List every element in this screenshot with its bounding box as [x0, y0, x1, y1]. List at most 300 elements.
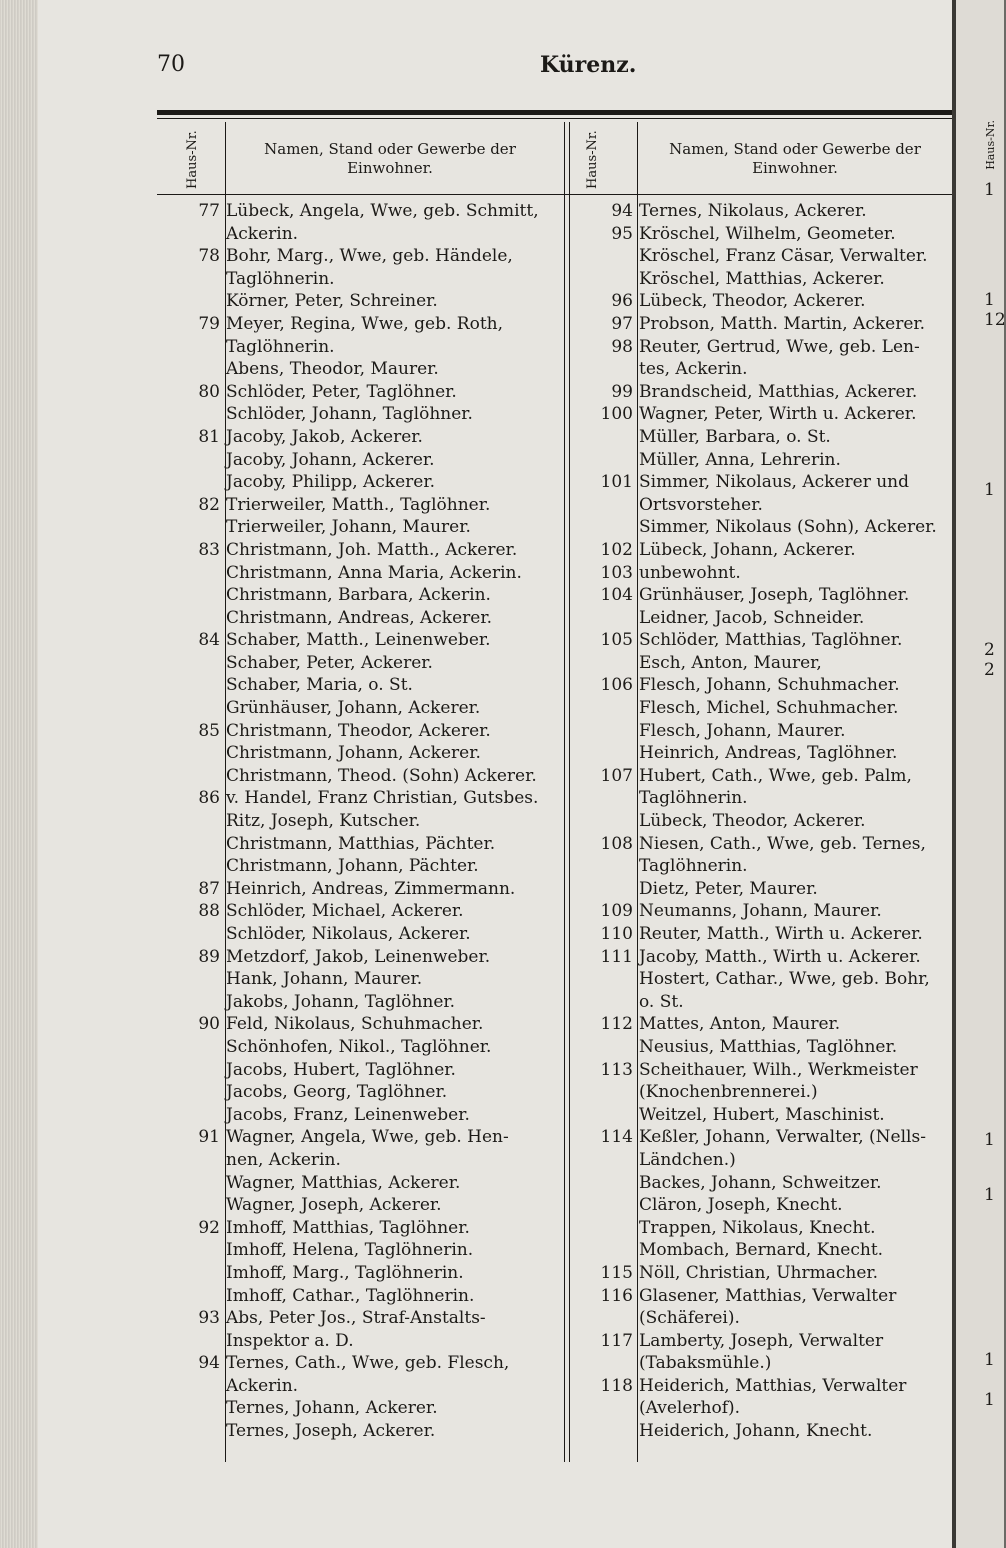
house-number — [157, 1172, 223, 1195]
page-stack-edge — [0, 0, 40, 1548]
list-item — [157, 742, 562, 765]
resident-entry: Weitzel, Hubert, Maschinist. — [639, 1104, 885, 1125]
resident-entry: Grünhäuser, Johann, Ackerer. — [226, 698, 481, 719]
resident-entry: Scheithauer, Wilh., Werkmeister — [639, 1059, 918, 1080]
resident-entry: Reuter, Matth., Wirth u. Ackerer. — [639, 924, 923, 944]
list-item — [570, 1352, 952, 1375]
house-number — [570, 1081, 636, 1104]
resident-entry: Flesch, Michel, Schuhmacher. — [639, 698, 899, 719]
resident-entry: Flesch, Johann, Schuhmacher. — [639, 675, 900, 696]
list-item — [570, 1126, 952, 1149]
right-names-header: Namen, Stand oder Gewerbe der Einwohner. — [669, 140, 921, 177]
resident-entry: Wagner, Angela, Wwe, geb. Hen- — [226, 1127, 509, 1148]
house-number — [570, 1397, 636, 1420]
list-item — [157, 720, 562, 743]
house-number: 96 — [611, 291, 633, 312]
list-item — [157, 336, 562, 359]
resident-entry: Feld, Nikolaus, Schuhmacher. — [226, 1014, 484, 1035]
list-item — [570, 1330, 952, 1353]
house-number: 98 — [611, 336, 633, 357]
resident-entry: Christmann, Andreas, Ackerer. — [226, 607, 493, 628]
list-item — [157, 833, 562, 856]
resident-entry: Schlöder, Michael, Ackerer. — [226, 901, 464, 922]
resident-entry: Taglöhnerin. — [639, 788, 748, 809]
house-number: 90 — [198, 1014, 220, 1035]
list-item — [570, 268, 952, 291]
list-item — [570, 539, 952, 562]
resident-entry: Imhoff, Cathar., Taglöhnerin. — [226, 1285, 475, 1306]
resident-entry: Christmann, Johann, Pächter. — [226, 856, 479, 877]
right-column — [570, 200, 952, 1443]
house-number — [157, 268, 223, 291]
list-item — [157, 449, 562, 472]
next-page-edge — [952, 0, 1004, 1548]
list-item — [157, 381, 562, 404]
house-number: 95 — [611, 223, 633, 244]
resident-entry: Imhoff, Matthias, Taglöhner. — [226, 1217, 470, 1238]
house-number: 100 — [600, 404, 633, 425]
column-header-rule — [157, 194, 952, 195]
resident-entry: Wagner, Peter, Wirth u. Ackerer. — [639, 404, 917, 425]
resident-entry: Lübeck, Theodor, Ackerer. — [639, 811, 866, 832]
list-item — [157, 245, 562, 268]
list-item — [157, 968, 562, 991]
list-item — [570, 923, 952, 946]
house-number — [157, 1081, 223, 1104]
list-item — [570, 336, 952, 359]
list-item — [570, 1194, 952, 1217]
house-number: 93 — [198, 1308, 220, 1329]
resident-entry: Schaber, Maria, o. St. — [226, 675, 413, 696]
resident-entry: Lübeck, Angela, Wwe, geb. Schmitt, — [226, 201, 539, 221]
list-item — [570, 742, 952, 765]
list-item — [570, 1217, 952, 1240]
resident-entry: Lübeck, Johann, Ackerer. — [639, 539, 856, 560]
resident-entry: Müller, Anna, Lehrerin. — [639, 449, 841, 470]
house-number — [570, 652, 636, 675]
resident-entry: Körner, Peter, Schreiner. — [226, 291, 438, 312]
next-page-fragment: 2 — [984, 640, 995, 660]
resident-entry: Ackerin. — [226, 223, 299, 244]
resident-entry: Wagner, Joseph, Ackerer. — [226, 1195, 442, 1216]
resident-entry: Simmer, Nikolaus (Sohn), Ackerer. — [639, 517, 937, 538]
house-number: 101 — [600, 472, 633, 493]
list-item — [157, 403, 562, 426]
resident-entry: Bohr, Marg., Wwe, geb. Händele, — [226, 246, 513, 267]
list-item — [570, 313, 952, 336]
resident-entry: Ritz, Joseph, Kutscher. — [226, 811, 421, 832]
house-number — [570, 878, 636, 901]
next-page-fragment: 1 — [984, 1185, 995, 1205]
house-number — [570, 855, 636, 878]
house-number — [570, 697, 636, 720]
resident-entry: Schönhofen, Nikol., Taglöhner. — [226, 1036, 492, 1057]
list-item — [157, 991, 562, 1014]
house-number — [157, 833, 223, 856]
resident-entry: tes, Ackerin. — [639, 359, 748, 380]
house-number: 108 — [600, 833, 633, 854]
house-number — [157, 991, 223, 1014]
house-number — [157, 968, 223, 991]
resident-entry: Meyer, Regina, Wwe, geb. Roth, — [226, 313, 504, 334]
list-item — [570, 1307, 952, 1330]
house-number — [157, 674, 223, 697]
list-item — [570, 494, 952, 517]
resident-entry: Trappen, Nikolaus, Knecht. — [639, 1217, 876, 1238]
house-number: 85 — [198, 720, 220, 741]
house-number — [570, 810, 636, 833]
house-number: 91 — [198, 1127, 220, 1148]
page-number: 70 — [157, 52, 185, 77]
list-item — [157, 290, 562, 313]
resident-entry: Schaber, Matth., Leinenweber. — [226, 630, 491, 651]
house-number: 114 — [600, 1127, 633, 1148]
resident-entry: Flesch, Johann, Maurer. — [639, 720, 846, 741]
house-number — [157, 652, 223, 675]
list-item — [157, 1104, 562, 1127]
resident-entry: Christmann, Theodor, Ackerer. — [226, 720, 491, 741]
house-number — [570, 968, 636, 991]
resident-entry: Jacoby, Jakob, Ackerer. — [226, 426, 423, 447]
list-item — [157, 810, 562, 833]
list-item — [157, 562, 562, 585]
resident-entry: Christmann, Matthias, Pächter. — [226, 833, 496, 854]
resident-entry: Christmann, Theod. (Sohn) Ackerer. — [226, 765, 537, 786]
house-number — [157, 223, 223, 246]
house-number: 116 — [600, 1285, 633, 1306]
list-item — [157, 1330, 562, 1353]
list-item — [157, 1307, 562, 1330]
house-number — [157, 584, 223, 607]
list-item — [570, 991, 952, 1014]
resident-entry: Jacoby, Matth., Wirth u. Ackerer. — [639, 946, 921, 967]
resident-entry: Ternes, Nikolaus, Ackerer. — [639, 201, 867, 221]
list-item — [570, 946, 952, 969]
list-item — [570, 968, 952, 991]
resident-entry: Brandscheid, Matthias, Ackerer. — [639, 381, 918, 402]
resident-entry: Kröschel, Matthias, Ackerer. — [639, 268, 885, 289]
left-house-no-header: Haus-Nr. — [185, 130, 200, 190]
house-number: 92 — [198, 1217, 220, 1238]
house-number — [570, 787, 636, 810]
house-number — [570, 358, 636, 381]
house-number — [570, 1036, 636, 1059]
house-number — [157, 1397, 223, 1420]
resident-entry: Jakobs, Johann, Taglöhner. — [226, 991, 456, 1012]
list-item — [570, 381, 952, 404]
resident-entry: Trierweiler, Johann, Maurer. — [226, 517, 471, 538]
house-number: 103 — [600, 562, 633, 583]
resident-entry: Schlöder, Nikolaus, Ackerer. — [226, 924, 471, 944]
list-item — [157, 1081, 562, 1104]
resident-entry: Inspektor a. D. — [226, 1330, 354, 1351]
house-number: 84 — [198, 630, 220, 651]
list-item — [570, 403, 952, 426]
house-number — [157, 810, 223, 833]
house-number: 118 — [600, 1375, 633, 1396]
house-number — [570, 1217, 636, 1240]
resident-entry: Backes, Johann, Schweitzer. — [639, 1172, 882, 1193]
header-rule-thick — [157, 110, 952, 115]
resident-entry: Glasener, Matthias, Verwalter — [639, 1285, 897, 1306]
list-item — [157, 200, 562, 223]
house-number: 81 — [198, 426, 220, 447]
list-item — [570, 1285, 952, 1308]
house-number — [157, 1104, 223, 1127]
resident-entry: Schlöder, Matthias, Taglöhner. — [639, 630, 903, 651]
house-number — [570, 720, 636, 743]
list-item — [570, 787, 952, 810]
resident-entry: Grünhäuser, Joseph, Taglöhner. — [639, 585, 910, 606]
resident-entry: Jacoby, Philipp, Ackerer. — [226, 472, 436, 493]
resident-entry: Nöll, Christian, Uhrmacher. — [639, 1262, 879, 1283]
house-number: 106 — [600, 675, 633, 696]
resident-entry: Jacoby, Johann, Ackerer. — [226, 449, 435, 470]
resident-entry: Abs, Peter Jos., Straf-Anstalts- — [226, 1308, 486, 1329]
list-item — [570, 1262, 952, 1285]
house-number: 104 — [600, 585, 633, 606]
list-item — [570, 426, 952, 449]
resident-entry: Schlöder, Johann, Taglöhner. — [226, 404, 473, 425]
house-number: 115 — [600, 1262, 633, 1283]
house-number — [157, 1149, 223, 1172]
house-number — [157, 1194, 223, 1217]
list-item — [570, 1397, 952, 1420]
house-number — [570, 494, 636, 517]
resident-entry: Trierweiler, Matth., Taglöhner. — [226, 494, 491, 515]
left-column — [157, 200, 562, 1443]
house-number — [157, 403, 223, 426]
resident-entry: Mattes, Anton, Maurer. — [639, 1014, 841, 1035]
house-number — [157, 1262, 223, 1285]
house-number: 105 — [600, 630, 633, 651]
list-item — [157, 1036, 562, 1059]
house-number — [157, 1059, 223, 1082]
resident-entry: o. St. — [639, 991, 684, 1012]
resident-entry: Heinrich, Andreas, Zimmermann. — [226, 878, 516, 899]
next-page-fragment: 1 — [984, 1390, 995, 1410]
list-item — [157, 1149, 562, 1172]
left-names-header: Namen, Stand oder Gewerbe der Einwohner. — [264, 140, 516, 177]
house-number: 87 — [198, 878, 220, 899]
resident-entry: Cläron, Joseph, Knecht. — [639, 1195, 843, 1216]
house-number: 94 — [611, 201, 633, 221]
house-number: 117 — [600, 1330, 633, 1351]
list-item — [157, 426, 562, 449]
resident-entry: Abens, Theodor, Maurer. — [226, 359, 439, 380]
resident-entry: Lübeck, Theodor, Ackerer. — [639, 291, 866, 312]
house-number — [570, 1149, 636, 1172]
resident-entry: Reuter, Gertrud, Wwe, geb. Len- — [639, 336, 920, 357]
list-item — [157, 471, 562, 494]
list-item — [570, 674, 952, 697]
resident-entry: (Avelerhof). — [639, 1398, 741, 1419]
list-item — [570, 697, 952, 720]
resident-entry: Christmann, Anna Maria, Ackerin. — [226, 562, 522, 583]
running-head: Kürenz. — [540, 52, 637, 78]
resident-entry: Christmann, Johann, Ackerer. — [226, 743, 481, 764]
list-item — [570, 1239, 952, 1262]
house-number — [570, 268, 636, 291]
resident-entry: Probson, Matth. Martin, Ackerer. — [639, 313, 926, 334]
list-item — [570, 720, 952, 743]
house-number — [570, 1352, 636, 1375]
list-item — [157, 787, 562, 810]
list-item — [157, 855, 562, 878]
house-number — [570, 449, 636, 472]
house-number — [157, 516, 223, 539]
house-number — [157, 607, 223, 630]
house-number: 112 — [600, 1014, 633, 1035]
house-number — [570, 245, 636, 268]
next-page-fragment: 1 — [984, 1350, 995, 1370]
house-number: 97 — [611, 313, 633, 334]
resident-entry: Taglöhnerin. — [226, 268, 335, 289]
list-item — [157, 1420, 562, 1443]
list-item — [157, 697, 562, 720]
house-number — [157, 1285, 223, 1308]
resident-entry: Jacobs, Georg, Taglöhner. — [226, 1082, 448, 1103]
house-number — [570, 426, 636, 449]
list-item — [570, 629, 952, 652]
house-number: 102 — [600, 539, 633, 560]
list-item — [157, 539, 562, 562]
resident-entry: Niesen, Cath., Wwe, geb. Ternes, — [639, 833, 926, 854]
resident-entry: v. Handel, Franz Christian, Gutsbes. — [226, 788, 539, 809]
resident-entry: (Tabaksmühle.) — [639, 1353, 772, 1374]
resident-entry: Simmer, Nikolaus, Ackerer und — [639, 472, 910, 493]
resident-entry: Dietz, Peter, Maurer. — [639, 878, 818, 899]
house-number: 83 — [198, 539, 220, 560]
list-item — [157, 223, 562, 246]
list-item — [157, 1217, 562, 1240]
resident-entry: Hostert, Cathar., Wwe, geb. Bohr, — [639, 969, 930, 990]
house-number — [157, 1036, 223, 1059]
list-item — [570, 200, 952, 223]
list-item — [570, 878, 952, 901]
list-item — [570, 245, 952, 268]
list-item — [157, 1126, 562, 1149]
house-number: 110 — [600, 924, 633, 944]
resident-entry: Neumanns, Johann, Maurer. — [639, 901, 882, 922]
house-number — [157, 923, 223, 946]
resident-entry: Schlöder, Peter, Taglöhner. — [226, 381, 457, 402]
house-number: 109 — [600, 901, 633, 922]
resident-entry: Taglöhnerin. — [226, 336, 335, 357]
resident-entry: Ternes, Joseph, Ackerer. — [226, 1421, 436, 1442]
house-number: 80 — [198, 381, 220, 402]
resident-entry: Müller, Barbara, o. St. — [639, 426, 831, 447]
house-number: 94 — [198, 1353, 220, 1374]
resident-entry: Heiderich, Johann, Knecht. — [639, 1421, 873, 1442]
next-page-fragment: Haus-Nr. — [984, 120, 997, 170]
list-item — [570, 358, 952, 381]
resident-entry: Heinrich, Andreas, Taglöhner. — [639, 743, 898, 764]
list-item — [157, 1397, 562, 1420]
house-number — [157, 1420, 223, 1443]
house-number — [157, 290, 223, 313]
list-item — [157, 674, 562, 697]
list-item — [157, 1172, 562, 1195]
list-item — [157, 313, 562, 336]
house-number: 111 — [600, 946, 633, 967]
resident-entry: Wagner, Matthias, Ackerer. — [226, 1172, 461, 1193]
list-item — [157, 1239, 562, 1262]
list-item — [157, 607, 562, 630]
house-number — [570, 1307, 636, 1330]
house-number — [157, 1239, 223, 1262]
list-item — [157, 1013, 562, 1036]
house-number — [570, 1194, 636, 1217]
resident-entry: Kröschel, Wilhelm, Geometer. — [639, 223, 896, 244]
list-item — [157, 629, 562, 652]
list-item — [157, 584, 562, 607]
list-item — [157, 923, 562, 946]
resident-entry: (Schäferei). — [639, 1308, 740, 1329]
list-item — [570, 1172, 952, 1195]
list-item — [570, 1081, 952, 1104]
resident-entry: Hubert, Cath., Wwe, geb. Palm, — [639, 765, 912, 786]
list-item — [157, 1285, 562, 1308]
list-item — [570, 1420, 952, 1443]
next-page-fragment: 12 — [984, 310, 1006, 330]
house-number — [157, 449, 223, 472]
resident-entry: Ländchen.) — [639, 1149, 736, 1170]
house-number — [570, 516, 636, 539]
resident-entry: Ternes, Johann, Ackerer. — [226, 1398, 438, 1419]
house-number: 113 — [600, 1059, 633, 1080]
list-item — [570, 765, 952, 788]
resident-entry: Imhoff, Helena, Taglöhnerin. — [226, 1240, 474, 1261]
house-number: 88 — [198, 901, 220, 922]
house-number: 86 — [198, 788, 220, 809]
resident-entry: Taglöhnerin. — [639, 856, 748, 877]
list-item — [570, 1036, 952, 1059]
resident-entry: Leidner, Jacob, Schneider. — [639, 607, 865, 628]
house-number — [157, 742, 223, 765]
house-number — [570, 1420, 636, 1443]
house-number: 89 — [198, 946, 220, 967]
list-item — [570, 607, 952, 630]
resident-entry: Jacobs, Hubert, Taglöhner. — [226, 1059, 456, 1080]
list-item — [570, 1104, 952, 1127]
list-item — [157, 652, 562, 675]
list-item — [157, 946, 562, 969]
house-number — [157, 562, 223, 585]
list-item — [157, 1352, 562, 1375]
house-number — [570, 742, 636, 765]
house-number — [570, 1239, 636, 1262]
right-house-no-header: Haus-Nr. — [585, 130, 600, 190]
list-item — [570, 471, 952, 494]
house-number — [157, 1330, 223, 1353]
list-item — [570, 290, 952, 313]
list-item — [570, 516, 952, 539]
list-item — [157, 1059, 562, 1082]
list-item — [570, 833, 952, 856]
house-number: 77 — [198, 201, 220, 221]
list-item — [570, 810, 952, 833]
list-item — [157, 765, 562, 788]
resident-entry: Ackerin. — [226, 1375, 299, 1396]
house-number: 107 — [600, 765, 633, 786]
resident-entry: Kröschel, Franz Cäsar, Verwalter. — [639, 246, 928, 267]
list-item — [570, 1013, 952, 1036]
list-item — [157, 900, 562, 923]
resident-entry: Christmann, Joh. Matth., Ackerer. — [226, 539, 518, 560]
resident-entry: Ortsvorsteher. — [639, 494, 763, 515]
list-item — [157, 1262, 562, 1285]
